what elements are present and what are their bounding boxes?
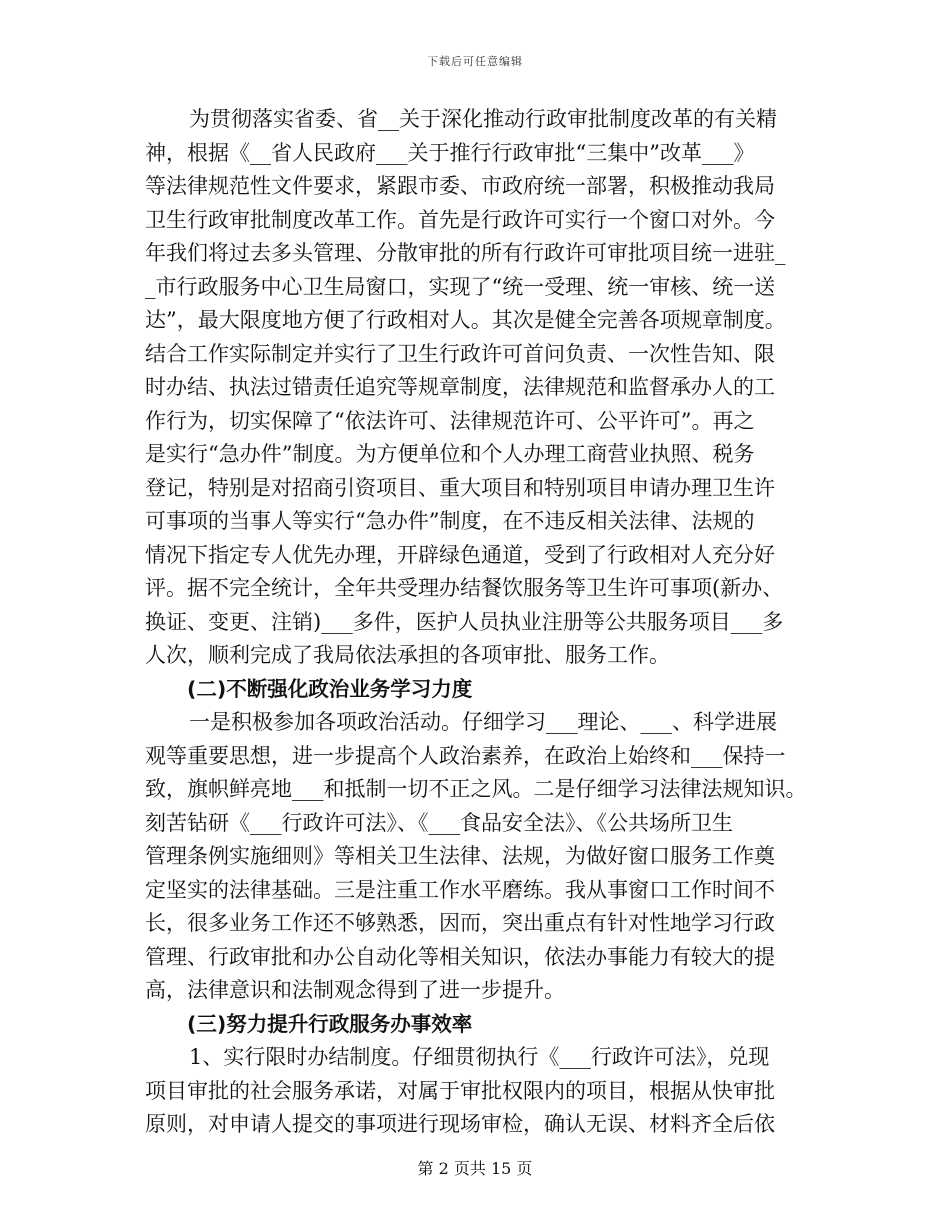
paragraph-line: 管理条例实施细则》等相关卫生法律、法规，为做好窗口服务工作奠 — [145, 844, 775, 868]
paragraph-line: 年我们将过去多头管理、分散审批的所有行政许可审批项目统一进驻_ — [145, 241, 786, 265]
paragraph-line: 致，旗帜鲜亮地___和抵制一切不正之风。二是仔细学习法律法规知识。 — [145, 777, 807, 801]
paragraph-line: 达”，最大限度地方便了行政相对人。其次是健全完善各项规章制度。 — [145, 308, 786, 332]
paragraph-line: 情况下指定专人优先办理，开辟绿色通道，受到了行政相对人充分好 — [145, 542, 775, 567]
paragraph-line: 登记，特别是对招商引资项目、重大项目和特别项目申请办理卫生许 — [145, 475, 775, 500]
paragraph-line: 原则，对申请人提交的事项进行现场审检，确认无误、材料齐全后依 — [145, 1112, 775, 1136]
paragraph-line: 项目审批的社会服务承诺，对属于审批权限内的项目，根据从快审批 — [145, 1078, 775, 1103]
paragraph-line: 一是积极参加各项政治活动。仔细学习___理论、___、科学进展 — [189, 710, 777, 734]
paragraph-line: 长，很多业务工作还不够熟悉，因而，突出重点有针对性地学习行政 — [145, 911, 775, 935]
paragraph-line: 神，根据《__省人民政府___关于推行行政审批“三集中”改革___》 — [145, 140, 755, 165]
paragraph-line: 结合工作实际制定并实行了卫生行政许可首问负责、一次性告知、限 — [145, 341, 775, 366]
paragraph-line: 管理、行政审批和办公自动化等相关知识，依法办事能力有较大的提 — [145, 944, 775, 969]
page-header: 下载后可任意编辑 — [427, 55, 523, 68]
document-body — [145, 103, 807, 1142]
paragraph-line: 为贯彻落实省委、省__关于深化推动行政审批制度改革的有关精 — [189, 107, 777, 131]
paragraph-line: _市行政服务中心卫生局窗口，实现了“统一受理、统一审核、统一送 — [145, 274, 776, 299]
paragraph-line: 人次，顺利完成了我局依法承担的各项审批、服务工作。 — [145, 643, 670, 667]
paragraph-line: 高，法律意识和法制观念得到了进一步提升。 — [145, 978, 565, 1002]
paragraph-line: 换证、变更、注销)___多件，医护人员执业注册等公共服务项目___多 — [145, 609, 784, 634]
paragraph-line: 作行为，切实保障了“依法许可、法律规范许可、公平许可”。再之 — [145, 408, 755, 433]
paragraph-line: 刻苦钻研《___行政许可法》、《___食品安全法》、《公共场所卫生 — [145, 810, 733, 835]
paragraph-line: 时办结、执法过错责任追究等规章制度，法律规范和监督承办人的工 — [145, 375, 775, 399]
paragraph-line: 观等重要思想，进一步提高个人政治素养，在政治上始终和___保持一 — [145, 743, 786, 768]
paragraph-line: 评。据不完全统计，全年共受理办结餐饮服务等卫生许可事项(新办、 — [145, 576, 784, 600]
paragraph-line: 可事项的当事人等实行“急办件”制度，在不违反相关法律、法规的 — [145, 509, 755, 533]
paragraph-line: 等法律规范性文件要求，紧跟市委、市政府统一部署，积极推动我局 — [145, 174, 775, 198]
section-heading: (三)努力提升行政服务办事效率 — [187, 1011, 473, 1036]
paragraph-line: 定坚实的法律基础。三是注重工作水平磨练。我从事窗口工作时间不 — [145, 877, 775, 902]
paragraph-line: 1、实行限时办结制度。仔细贯彻执行《___行政许可法》，兑现 — [189, 1045, 770, 1069]
paragraph-line: 卫生行政审批制度改革工作。首先是行政许可实行一个窗口对外。今 — [145, 207, 775, 232]
page-footer: 第 2 页共 15 页 — [417, 1159, 533, 1178]
paragraph-line: 是实行“急办件”制度。为方便单位和个人办理工商营业执照、税务 — [145, 442, 755, 466]
section-heading: (二)不断强化政治业务学习力度 — [187, 676, 473, 701]
